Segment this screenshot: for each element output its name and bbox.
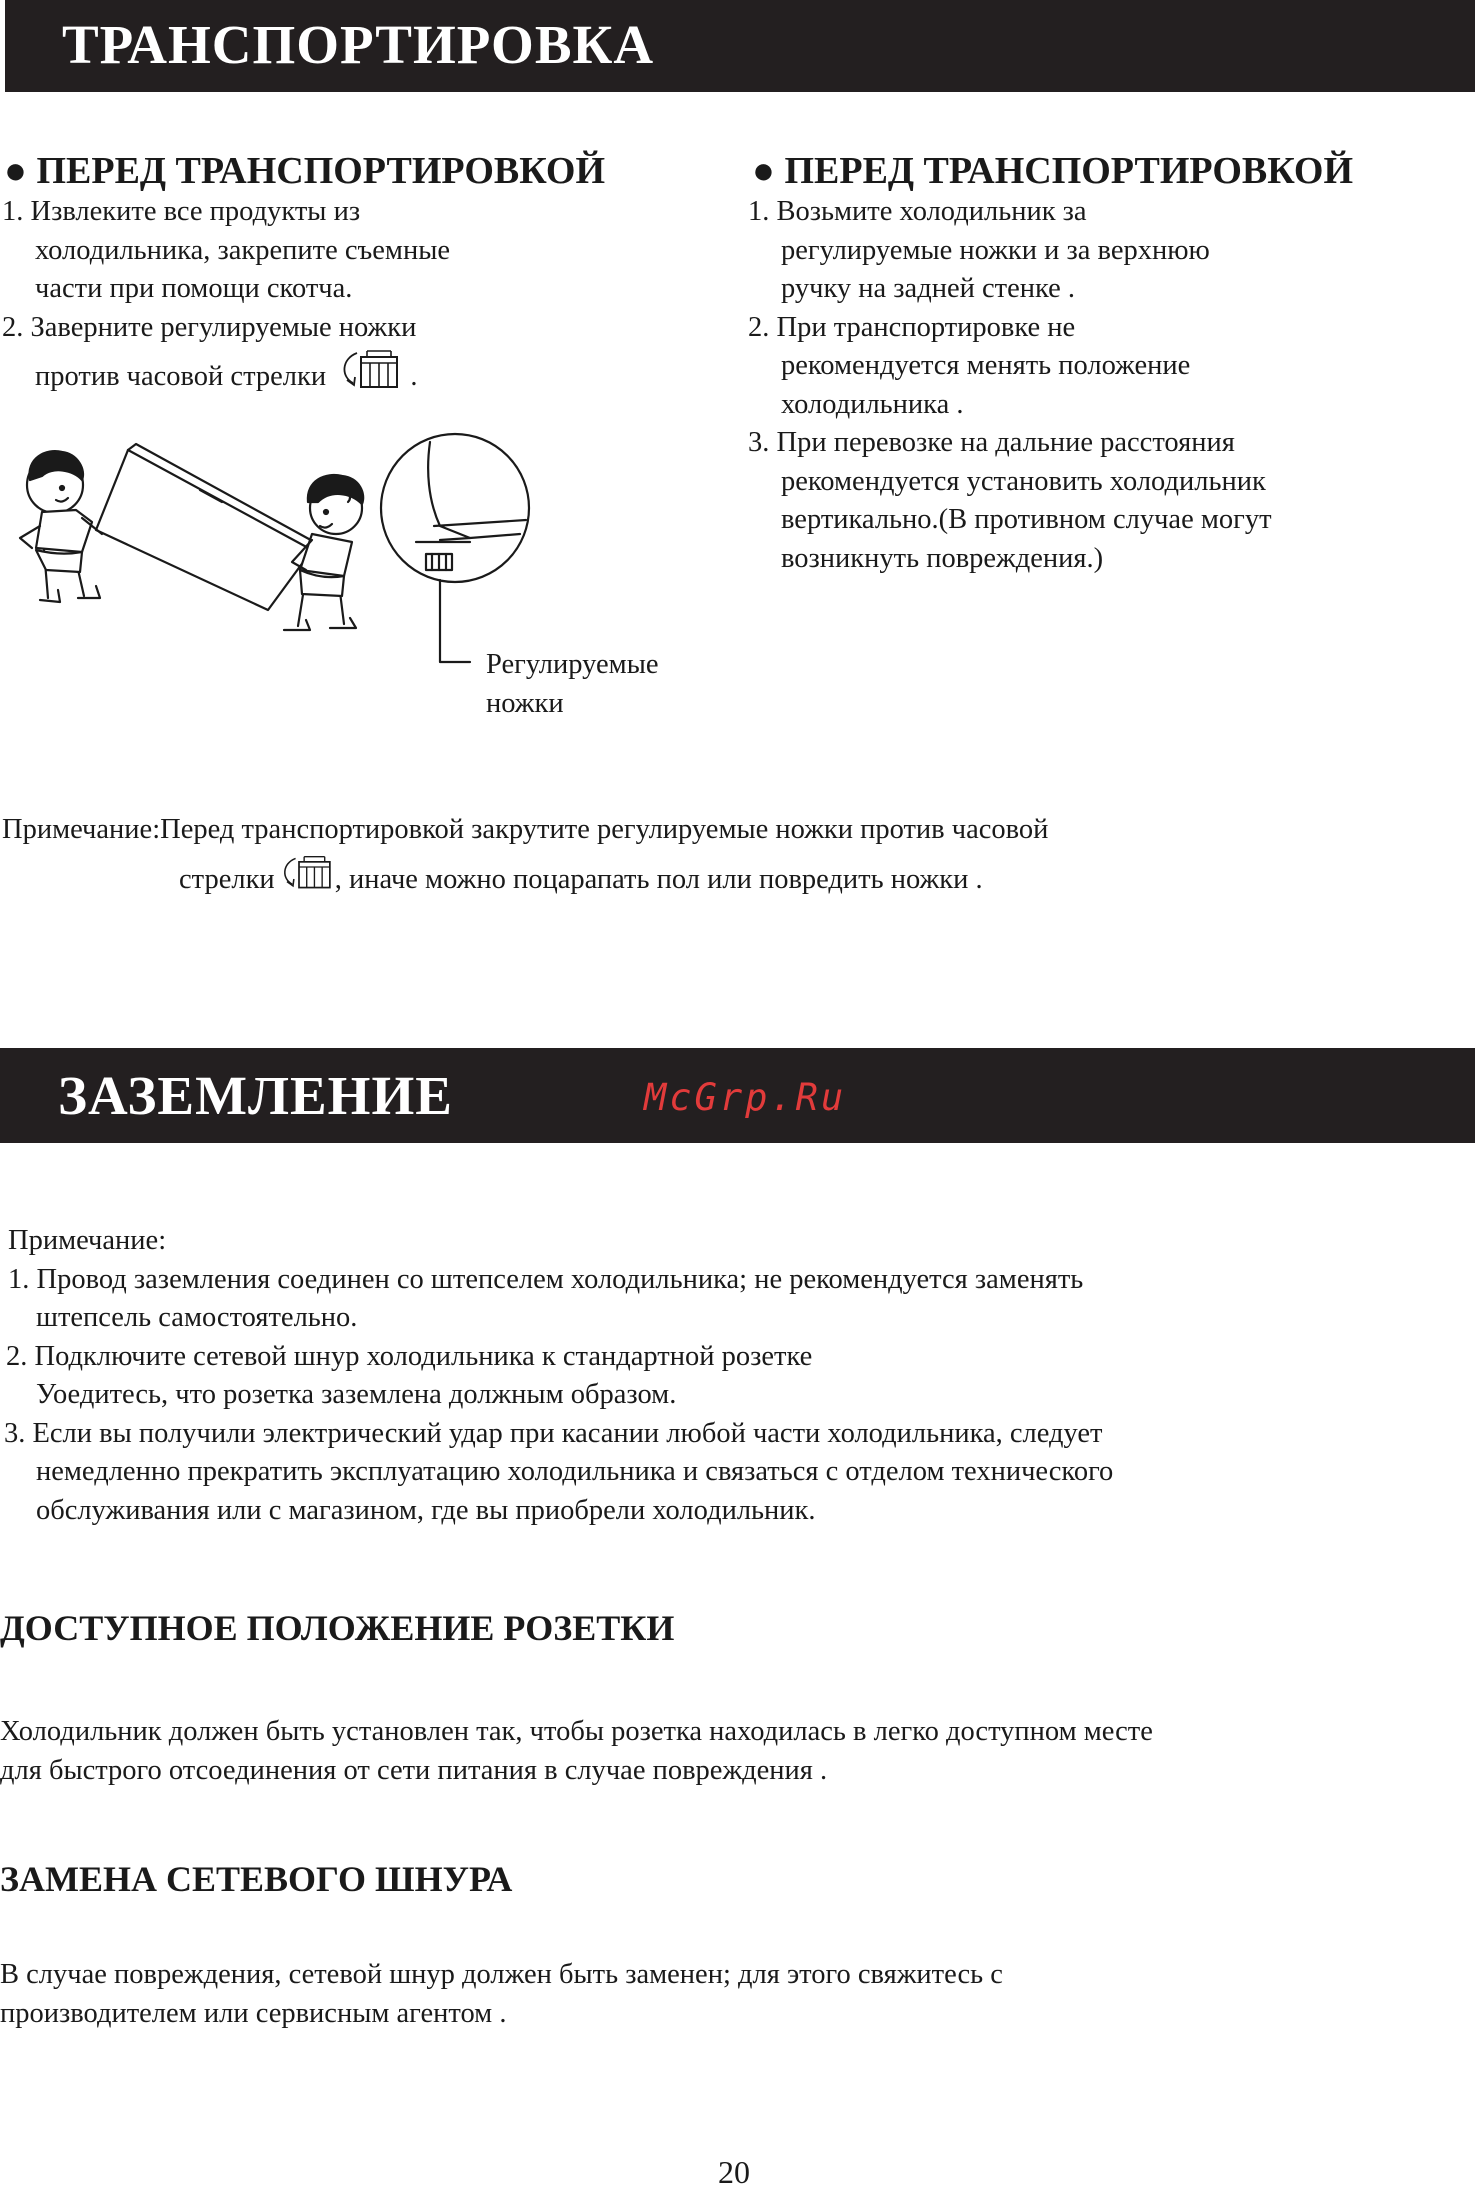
- transport-note-line2-wrap: [2, 850, 1048, 900]
- grounding-item3-line2: немедленно прекратить эксплуатацию холодильника и связаться с отделом технического: [36, 1456, 1114, 1487]
- cord-text-line2: производителем или сервисным агентом .: [0, 1997, 507, 2029]
- left-heading: ● ПЕРЕД ТРАНСПОРТИРОВКОЙ: [4, 150, 606, 192]
- left-item2-line2-wrap: [2, 347, 450, 397]
- rotate-foot-icon: [333, 347, 403, 393]
- left-item2-end: .: [410, 361, 418, 392]
- right-item2-line3: холодильника .: [781, 388, 964, 420]
- grounding-item3-line3: обслуживания или с магазином, где вы приобрели холодильник.: [36, 1494, 816, 1526]
- grounding-item2-line1: 2. Подключите сетевой шнур холодильника к стандартной розетке: [6, 1340, 813, 1372]
- outlet-text: [0, 1713, 1153, 1790]
- transport-note-line1: Примечание:Перед транспортировкой закрутите регулируемые ножки против часовой: [2, 814, 1049, 845]
- right-item1-line3: ручку на задней стенке .: [781, 273, 1076, 304]
- right-item1-line1: 1. Возьмите холодильник за: [748, 196, 1087, 227]
- grounding-item1-line2: штепсель самостоятельно.: [36, 1302, 358, 1333]
- transport-note-line2-start: стрелки: [179, 863, 275, 895]
- feet-label-line1: Регулируемые: [486, 649, 659, 680]
- grounding-title: ЗАЗЕМЛЕНИЕ: [58, 1065, 453, 1126]
- right-item2-line1: 2. При транспортировке не: [748, 311, 1076, 343]
- carrying-fridge-illustration: [0, 430, 540, 670]
- cord-text-line1: В случае повреждения, сетевой шнур должен быть заменен; для этого свяжитесь с: [0, 1959, 1003, 1990]
- grounding-note-label: Примечание:: [8, 1225, 167, 1256]
- right-item3-line4: возникнуть повреждения.): [781, 542, 1104, 574]
- transport-note: [2, 811, 1048, 899]
- left-item1-line2: холодильника, закрепите съемные: [35, 234, 450, 266]
- left-list: [2, 193, 450, 397]
- left-item1-line1: 1. Извлеките все продукты из: [2, 196, 361, 227]
- watermark: McGrp.Ru: [644, 1076, 847, 1119]
- right-item3-line2: рекомендуется установить холодильник: [781, 465, 1266, 497]
- outlet-heading: ДОСТУПНОЕ ПОЛОЖЕНИЕ РОЗЕТКИ: [0, 1608, 675, 1648]
- left-item2-line1: 2. Заверните регулируемые ножки: [2, 311, 417, 343]
- right-list: [748, 193, 1272, 578]
- transport-title-band: [5, 0, 1475, 92]
- grounding-item2-line2: Уоедитесь, что розетка заземлена должным образом.: [36, 1379, 677, 1410]
- page-number: 20: [718, 2154, 750, 2190]
- transport-note-line2-end: , иначе можно поцарапать пол или повредить ножки .: [334, 863, 983, 895]
- cord-heading: ЗАМЕНА СЕТЕВОГО ШНУРА: [0, 1859, 513, 1899]
- outlet-text-line2: для быстрого отсоединения от сети питания в случае повреждения .: [0, 1754, 828, 1786]
- left-item1-line3: части при помощи скотча.: [35, 273, 353, 304]
- right-item3-line3: вертикально.(В противном случае могут: [781, 504, 1272, 535]
- outlet-text-line1: Холодильник должен быть установлен так, чтобы розетка находилась в легко доступном месте: [0, 1716, 1153, 1747]
- right-item2-line2: рекомендуется менять положение: [781, 350, 1191, 381]
- left-item2-line2: против часовой стрелки: [35, 361, 327, 392]
- right-heading: ● ПЕРЕД ТРАНСПОРТИРОВКОЙ: [752, 150, 1354, 192]
- grounding-item1-line1: 1. Провод заземления соединен со штепселем холодильника; не рекомендуется заменять: [8, 1263, 1084, 1295]
- right-item3-line1: 3. При перевозке на дальние расстояния: [748, 427, 1235, 458]
- rotate-foot-icon-note: [275, 850, 335, 896]
- feet-label-line2: ножки: [486, 687, 564, 719]
- transport-title: ТРАНСПОРТИРОВКА: [62, 14, 655, 75]
- feet-label: [486, 646, 659, 723]
- grounding-item3-line1: 3. Если вы получили электрический удар при касании любой части холодильника, следует: [4, 1417, 1103, 1449]
- grounding-notes: [4, 1222, 1113, 1530]
- right-item1-line2: регулируемые ножки и за верхнюю: [781, 234, 1210, 266]
- grounding-title-band: [0, 1048, 1475, 1143]
- cord-text: [0, 1956, 1003, 2033]
